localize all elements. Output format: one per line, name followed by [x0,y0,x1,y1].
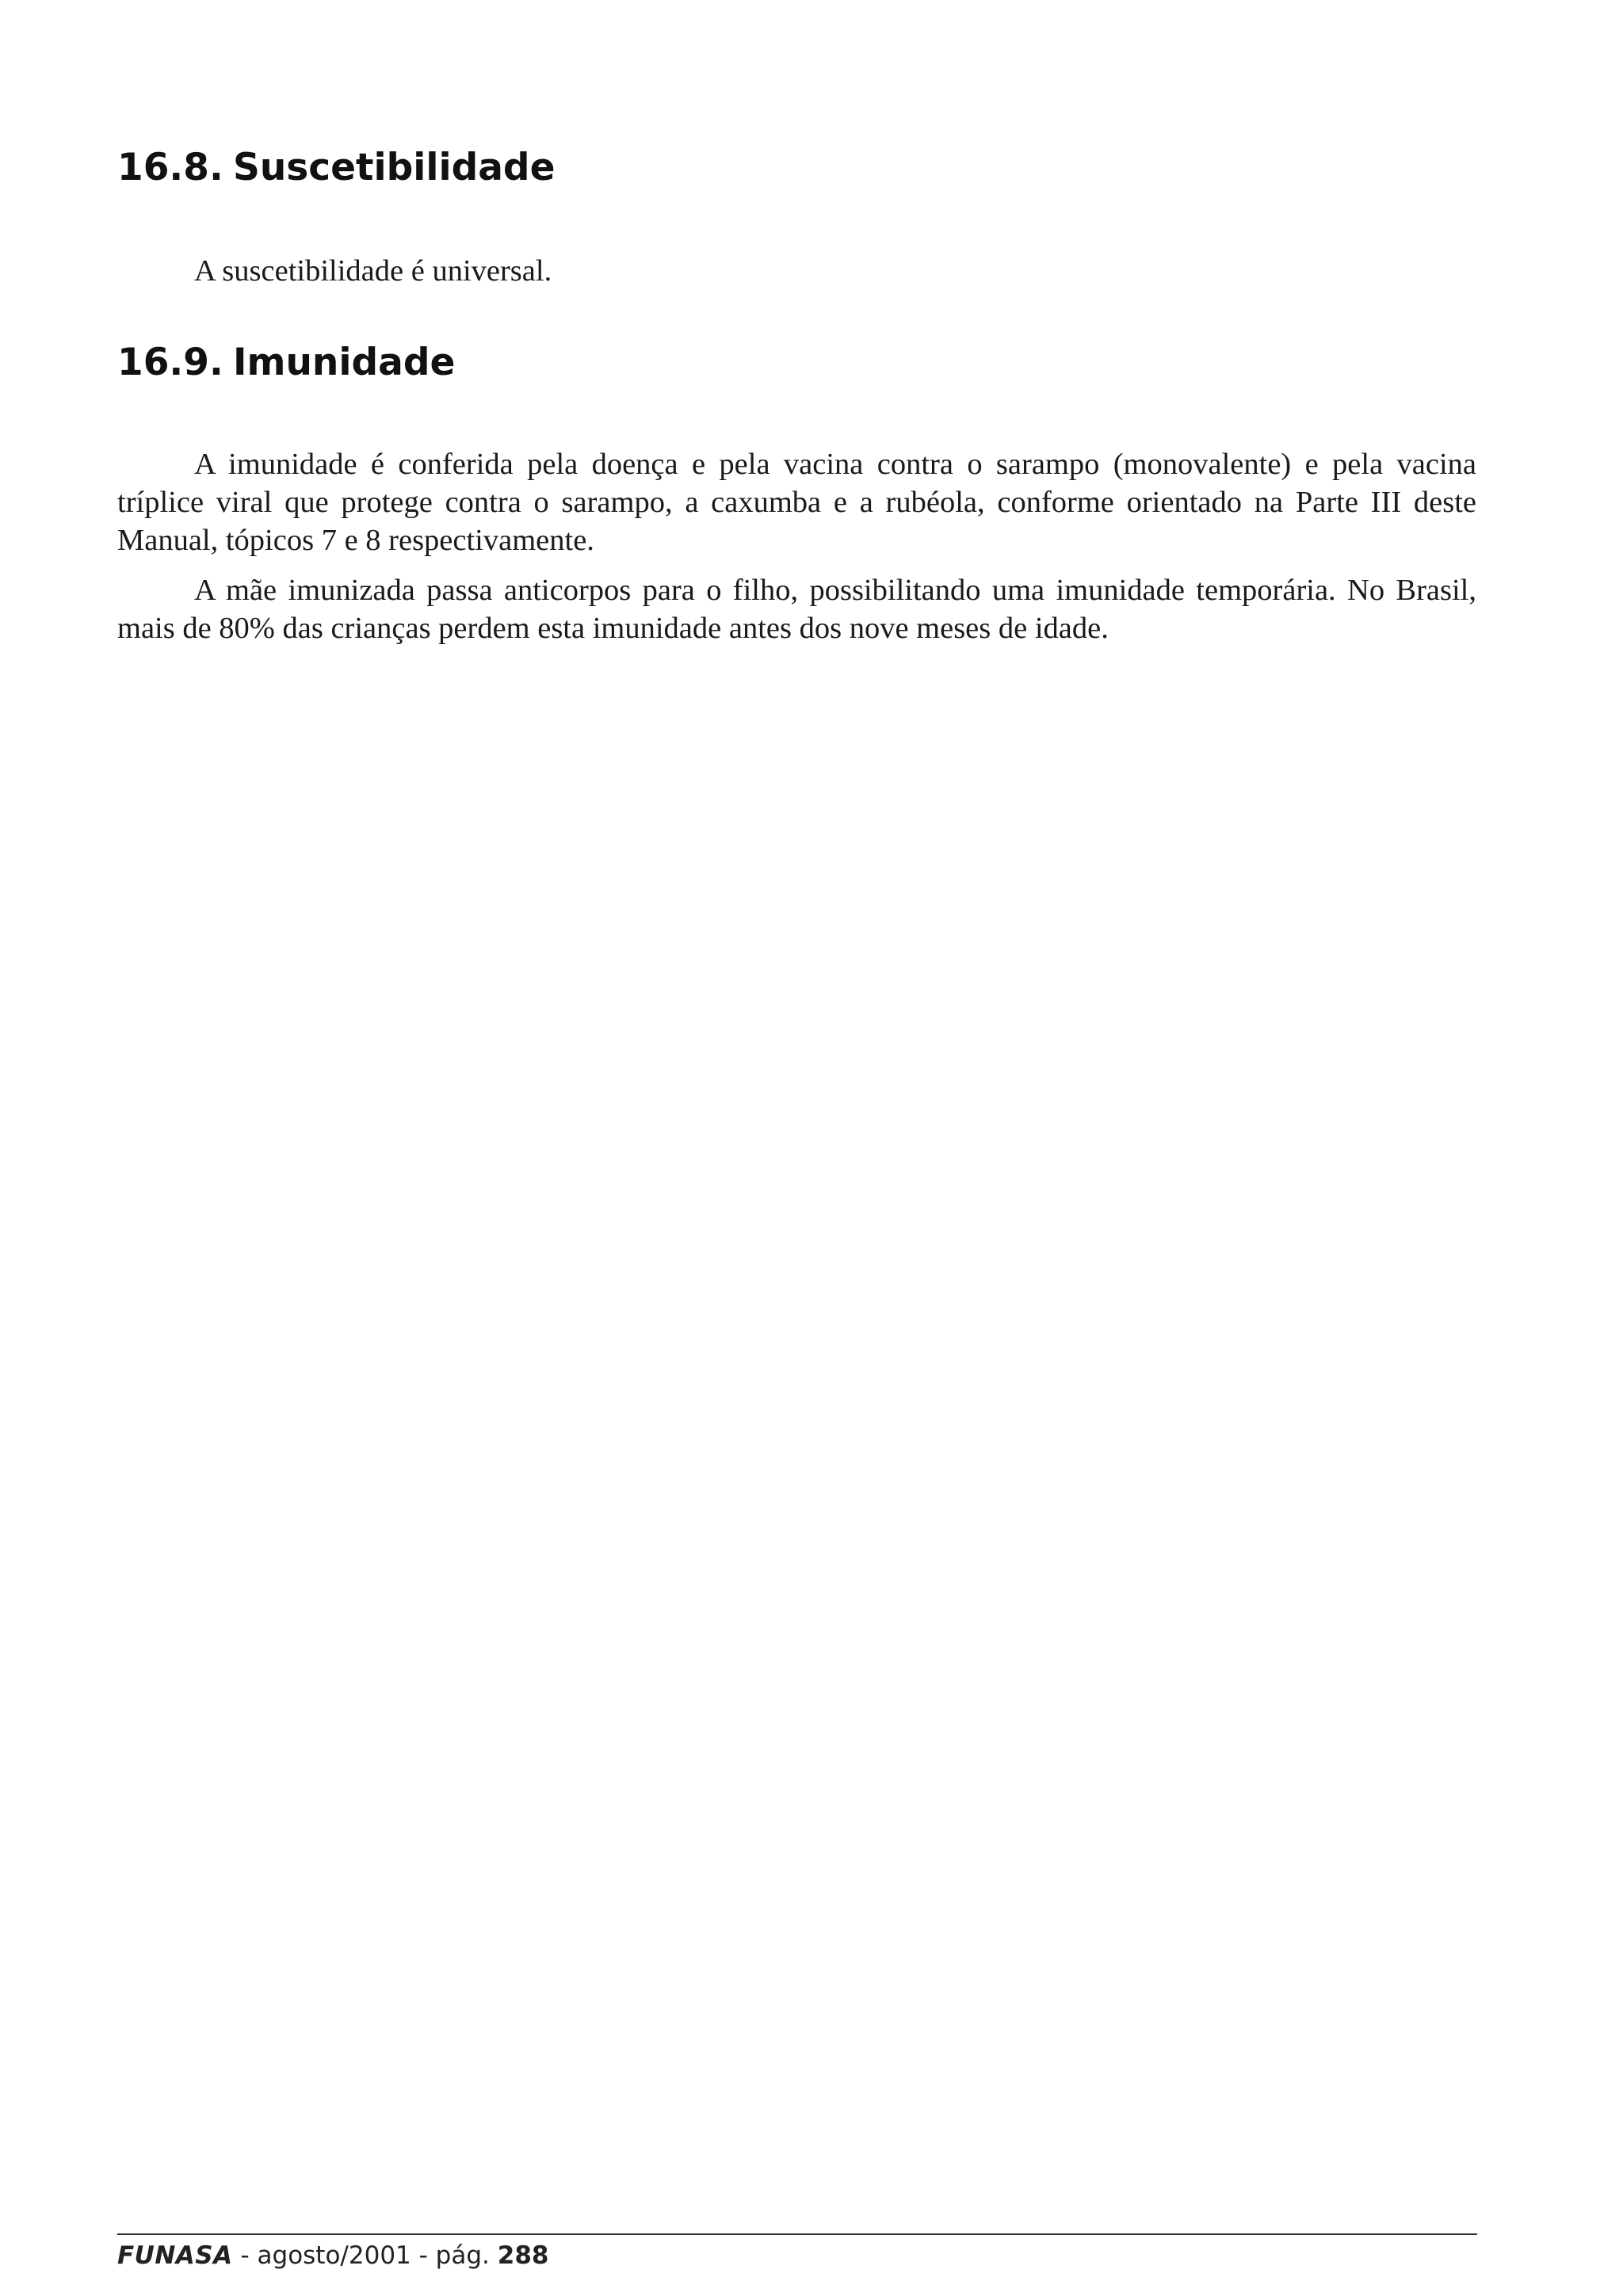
footer-separator: - [232,2241,258,2270]
footer-brand: FUNASA [117,2241,233,2270]
footer-separator: - [411,2241,436,2270]
footer-page-number: 288 [497,2241,549,2270]
section-title: Imunidade [233,341,456,384]
footer-date: agosto/2001 [257,2241,411,2270]
footer-page-label: pág. [435,2241,490,2270]
page-footer [117,2240,548,2271]
section-title: Suscetibilidade [233,146,556,189]
section-heading-suscetibilidade [117,144,555,192]
paragraph-imunidade-2: A mãe imunizada passa anticorpos para o filho, possibilitando uma imunidade temporária. No Brasil, mais de 80% das crianças perdem esta imunidade antes dos nove meses de idade. [117,574,1476,645]
paragraph-imunidade-1: A imunidade é conferida pela doença e pela vacina contra o sarampo (monovalente) e pela vacina tríplice viral que protege contra o sarampo, a caxumba e a rubéola, conforme orientado na Parte III deste Manual, tópicos 7 e 8 respectivamente. [117,448,1476,557]
section-number: 16.8. [117,146,223,189]
paragraph-suscetibilidade: A suscetibilidade é universal. [194,254,552,288]
section-heading-imunidade [117,339,455,387]
footer-divider [117,2233,1477,2235]
section-number: 16.9. [117,341,223,384]
